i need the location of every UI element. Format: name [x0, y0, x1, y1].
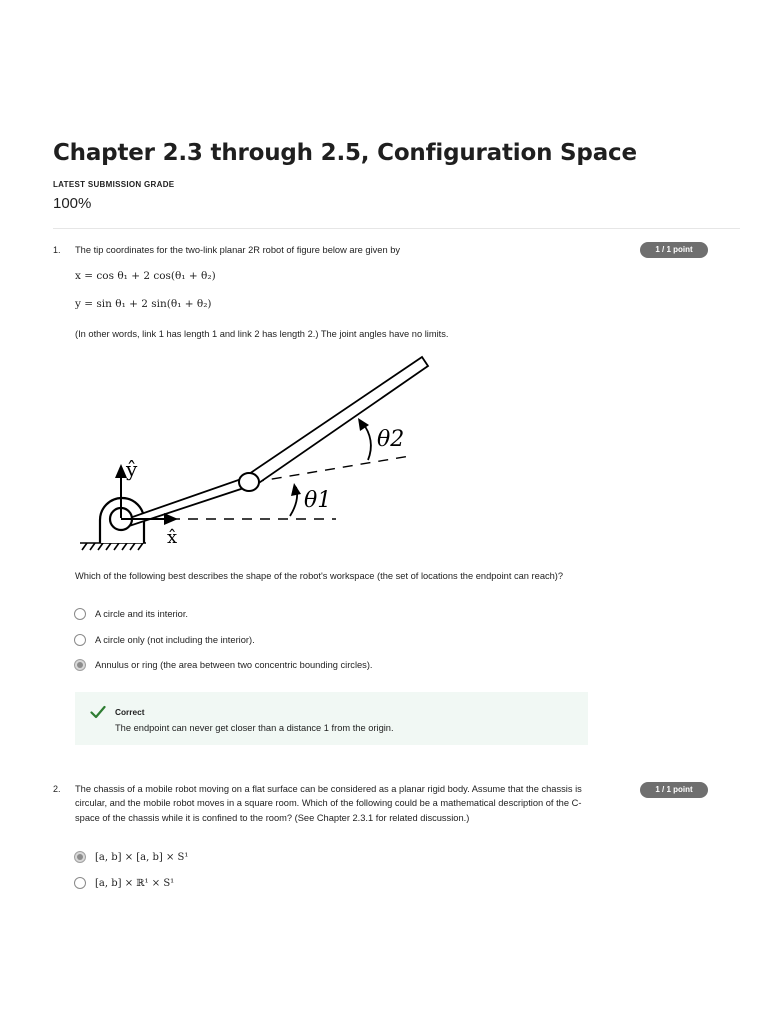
header-divider	[53, 228, 740, 229]
theta1-label: θ1	[304, 488, 332, 513]
question-2-option-2[interactable]	[74, 875, 174, 891]
radio-button-selected[interactable]	[74, 851, 86, 863]
page-title: Chapter 2.3 through 2.5, Configuration Space	[53, 140, 637, 166]
link-2	[246, 357, 428, 487]
question-1-prompt: The tip coordinates for the two-link planar 2R robot of figure below are given by	[75, 245, 401, 255]
elbow-joint	[239, 473, 259, 491]
question-2-option-1[interactable]	[74, 849, 188, 865]
ground-hatch	[80, 543, 146, 550]
feedback-text: The endpoint can never get closer than a distance 1 from the origin.	[115, 723, 394, 733]
question-1-option-3[interactable]	[74, 657, 373, 673]
checkmark-icon	[90, 705, 106, 719]
question-1-question: Which of the following best describes the shape of the robot's workspace (the set of locations the endpoint can reach)?	[75, 571, 564, 581]
radio-button[interactable]	[74, 877, 86, 889]
question-1-option-2[interactable]	[74, 632, 255, 648]
option-label: A circle only (not including the interior).	[95, 635, 255, 645]
radio-button[interactable]	[74, 634, 86, 646]
theta2-label: θ2	[377, 427, 405, 452]
theta1-arrowhead	[291, 483, 301, 496]
question-1-points-badge: 1 / 1 point	[640, 242, 708, 258]
question-1-note: (In other words, link 1 has length 1 and link 2 has length 2.) The joint angles have no limits.	[75, 329, 449, 339]
feedback-title: Correct	[115, 707, 145, 717]
y-axis-label: ŷ	[126, 457, 138, 481]
question-1-number: 1.	[53, 245, 61, 255]
option-label: Annulus or ring (the area between two concentric bounding circles).	[95, 660, 373, 670]
formula-x: x = cos θ₁ + 2 cos(θ₁ + θ₂)	[75, 270, 216, 282]
formula-y: y = sin θ₁ + 2 sin(θ₁ + θ₂)	[75, 298, 212, 310]
grade-label: LATEST SUBMISSION GRADE	[53, 180, 175, 189]
option-label: [a, b] × [a, b] × S¹	[95, 851, 189, 863]
grade-value: 100%	[53, 195, 92, 212]
question-2-number: 2.	[53, 784, 61, 794]
x-axis-label: x̂	[167, 527, 178, 548]
radio-button-selected[interactable]	[74, 659, 86, 671]
question-1-feedback	[75, 692, 588, 745]
question-2-points-badge: 1 / 1 point	[640, 782, 708, 798]
question-2-prompt: The chassis of a mobile robot moving on a flat surface can be considered as a planar rigid body. Assume that the chassis is circular, and the mobile robot moves in a square room. Which of the following could be a mathematical description of the C-space of the chassis while it is confined to the room? (See Chapter 2.3.1 for related discussion.)	[75, 784, 582, 823]
x-axis-arrowhead	[164, 513, 178, 525]
link-1	[121, 477, 250, 528]
question-1-option-1[interactable]	[74, 606, 188, 622]
option-label: A circle and its interior.	[95, 609, 189, 619]
option-label: [a, b] × ℝ¹ × S¹	[95, 877, 175, 889]
robot-arm-figure	[74, 350, 434, 555]
radio-button[interactable]	[74, 608, 86, 620]
